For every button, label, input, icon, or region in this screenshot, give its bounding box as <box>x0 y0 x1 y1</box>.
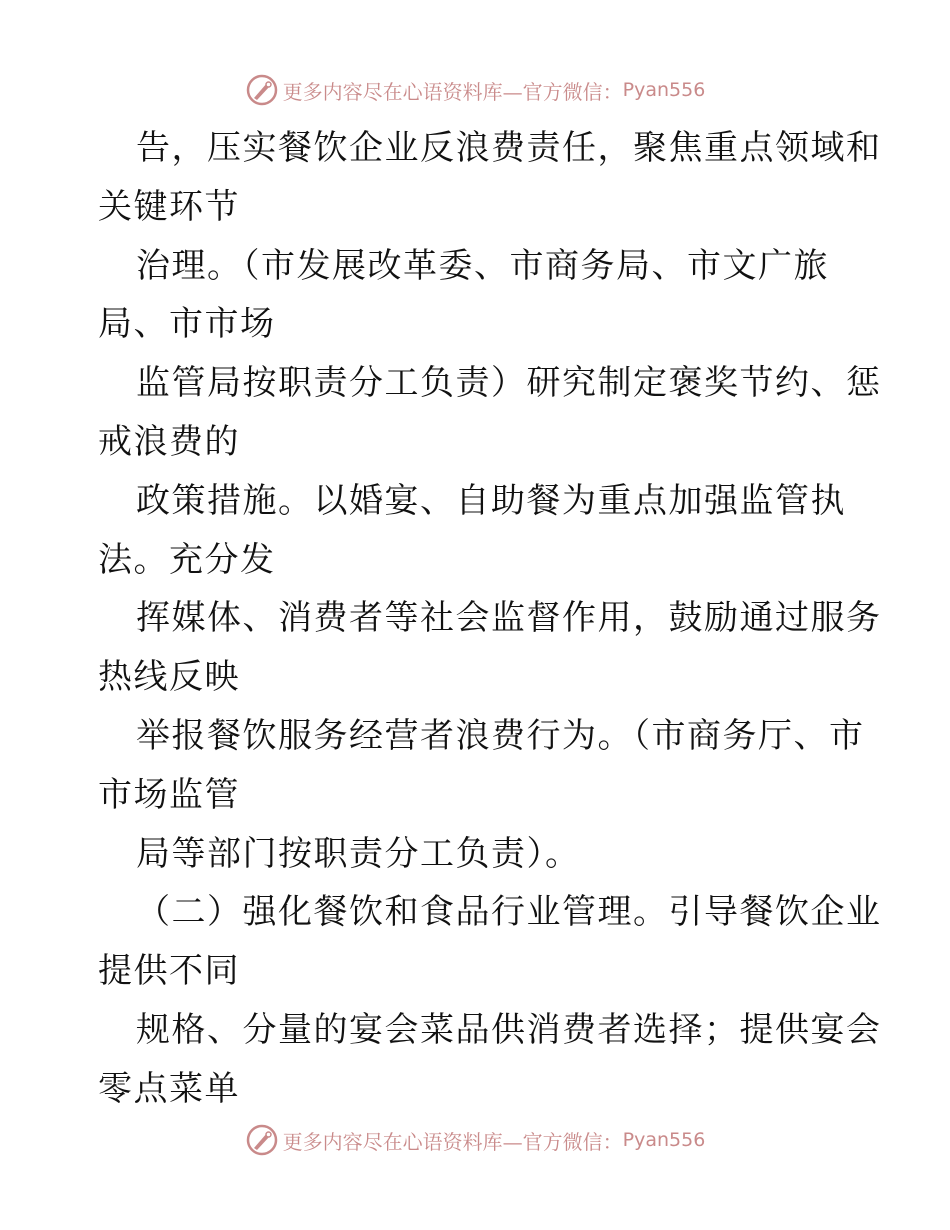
text-line: 治理。（市发展改革委、市商务局、市文广旅 <box>136 245 829 286</box>
header-watermark <box>0 70 950 110</box>
text-line: 零点菜单 <box>98 1068 240 1109</box>
text-line: 举报餐饮服务经营者浪费行为。（市商务厅、市 <box>136 715 865 756</box>
pen-seal-icon <box>245 73 279 107</box>
pen-seal-icon <box>245 1123 279 1157</box>
document-body <box>98 119 882 1119</box>
text-line: 政策措施。以婚宴、自助餐为重点加强监管执 <box>136 480 846 521</box>
text-line: 规格、分量的宴会菜品供消费者选择；提供宴会 <box>136 1009 882 1050</box>
text-line: 法。充分发 <box>98 539 276 580</box>
text-line: 戒浪费的 <box>98 421 240 462</box>
text-line: 局、市市场 <box>98 304 276 345</box>
watermark-text: 更多内容尽在心语资料库—官方微信： <box>282 79 623 104</box>
watermark-text: 更多内容尽在心语资料库—官方微信： <box>282 1129 623 1154</box>
text-line: 局等部门按职责分工负责）。 <box>136 833 581 874</box>
footer-watermark <box>0 1120 950 1160</box>
watermark-wechat-id: Pyan556 <box>622 79 706 101</box>
text-line: 关键环节 <box>98 186 240 227</box>
text-line: （二）强化餐饮和食品行业管理。引导餐饮企业 <box>136 892 882 933</box>
text-line: 市场监管 <box>98 774 240 815</box>
watermark-wechat-id: Pyan556 <box>622 1129 706 1151</box>
text-line: 提供不同 <box>98 951 240 992</box>
text-line: 告，压实餐饮企业反浪费责任，聚焦重点领域和 <box>136 128 882 168</box>
text-line: 热线反映 <box>98 657 240 698</box>
text-line: 挥媒体、消费者等社会监督作用，鼓励通过服务 <box>136 598 882 639</box>
text-line: 监管局按职责分工负责）研究制定褒奖节约、惩 <box>136 363 882 404</box>
